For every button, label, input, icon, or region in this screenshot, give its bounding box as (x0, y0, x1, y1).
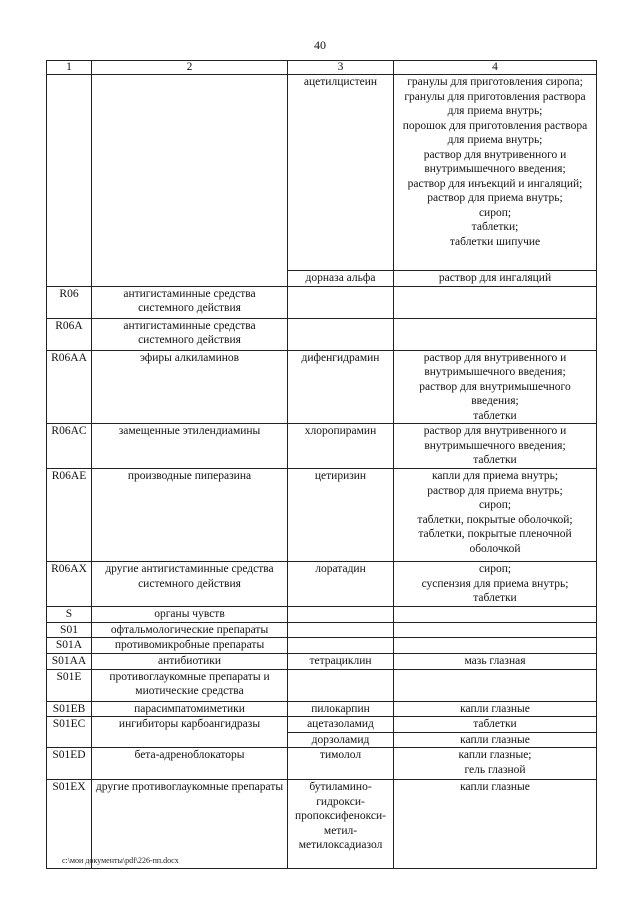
dosage-form-line: внутримышечного введения; (424, 163, 566, 175)
group-name-cell: парасимпатомиметики (92, 701, 288, 717)
drug-name-cell: ацетилцистеин (288, 75, 394, 271)
drug-name-cell: дорназа альфа (288, 271, 394, 287)
dosage-form-line: таблетки (473, 718, 517, 730)
dosage-form-line: гранулы для приготовления сиропа; (407, 76, 583, 88)
drug-name-line: бутиламино- (309, 781, 372, 793)
dosage-form-line: внутримышечного введения; (424, 439, 566, 452)
dosage-form-line: таблетки (473, 454, 517, 466)
table-header-row (47, 61, 597, 75)
atc-code-cell: R06AE (47, 469, 92, 562)
drug-name-cell: ацетазоламид (288, 717, 394, 733)
atc-code-cell: S01AA (47, 653, 92, 669)
column-header: 3 (288, 61, 394, 75)
table-row (47, 748, 597, 780)
table-row (47, 717, 597, 733)
atc-code-cell: S01EC (47, 717, 92, 748)
dosage-form-line: капли глазные (460, 781, 530, 793)
group-name-cell: антигистаминные средства системного действия (92, 286, 288, 318)
dosage-forms-cell (394, 271, 597, 287)
dosage-forms-cell (394, 75, 597, 271)
dosage-forms-cell (394, 286, 597, 318)
dosage-form-line: раствор для инъекций и ингаляций; (407, 177, 583, 190)
atc-code-cell: S (47, 607, 92, 623)
dosage-form-line: раствор для внутривенного и (423, 351, 567, 364)
group-name-cell: антигистаминные средства системного действия (92, 318, 288, 350)
dosage-forms-cell (394, 748, 597, 780)
dosage-form-line: раствор для ингаляций (438, 272, 552, 284)
group-name-cell: эфиры алкиламинов (92, 350, 288, 424)
dosage-form-line: таблетки (473, 409, 517, 422)
dosage-form-line: таблетки; (471, 221, 519, 233)
atc-code-cell: R06AX (47, 562, 92, 607)
dosage-form-line: таблетки шипучие (449, 235, 541, 248)
dosage-form-line: сироп; (478, 563, 512, 575)
table-row (47, 318, 597, 350)
drug-name-cell: тимолол (288, 748, 394, 780)
group-name-cell: органы чувств (92, 607, 288, 623)
table-row (47, 286, 597, 318)
drug-name-cell: хлоропирамин (288, 424, 394, 469)
dosage-form-line: капли глазные (460, 733, 530, 746)
drug-name-line: метилоксадиазол (298, 839, 383, 851)
drug-name-cell: цетиризин (288, 469, 394, 562)
atc-code-cell: S01A (47, 638, 92, 654)
file-path-footer: c:\мои документы\pdf\226-пп.docx (62, 856, 179, 865)
atc-code-cell: R06AA (47, 350, 92, 424)
group-name-cell: другие антигистаминные средства системного действия (92, 562, 288, 607)
table-row (47, 424, 597, 469)
drug-name-cell (288, 669, 394, 701)
group-name-cell: бета-адреноблокаторы (92, 748, 288, 780)
atc-code-cell: R06AC (47, 424, 92, 469)
group-name-cell: замещенные этилендиамины (92, 424, 288, 469)
drug-name-cell: пилокарпин (288, 701, 394, 717)
dosage-forms-cell (394, 622, 597, 638)
drug-name-cell (288, 780, 394, 869)
dosage-form-line: оболочкой (469, 542, 521, 555)
drug-name-cell: дорзоламид (288, 732, 394, 748)
dosage-forms-cell (394, 562, 597, 607)
drug-name-cell (288, 607, 394, 623)
column-header: 2 (92, 61, 288, 75)
table-row (47, 653, 597, 669)
dosage-form-line: раствор для внутривенного и (423, 148, 567, 161)
dosage-forms-cell (394, 638, 597, 654)
dosage-form-line: внутримышечного введения; (424, 366, 566, 378)
dosage-form-line: для приема внутрь; (447, 105, 543, 117)
atc-code-cell: S01 (47, 622, 92, 638)
dosage-form-line: таблетки, покрытые оболочкой; (417, 513, 573, 526)
dosage-forms-cell (394, 732, 597, 748)
dosage-forms-cell (394, 424, 597, 469)
dosage-forms-cell (394, 701, 597, 717)
dosage-form-line: гранулы для приготовления раствора (404, 90, 586, 103)
drug-name-cell: дифенгидрамин (288, 350, 394, 424)
drug-name-cell (288, 622, 394, 638)
dosage-form-line: раствор для внутримышечного (419, 380, 571, 393)
atc-code-cell: R06A (47, 318, 92, 350)
dosage-forms-cell (394, 780, 597, 869)
drug-name-line: метил- (323, 824, 358, 837)
dosage-form-line: мазь глазная (464, 654, 526, 667)
table-row (47, 562, 597, 607)
group-name-cell: противоглаукомные препараты и миотические средства (92, 669, 288, 701)
atc-code-cell: S01E (47, 669, 92, 701)
dosage-form-line: капли глазные (460, 702, 530, 715)
dosage-form-line: введения; (471, 395, 519, 407)
drug-name-cell (288, 638, 394, 654)
drug-name-cell: тетрациклин (288, 653, 394, 669)
dosage-forms-cell (394, 318, 597, 350)
group-name-cell: другие противоглаукомные препараты (92, 780, 288, 869)
dosage-form-line: раствор для приема внутрь; (427, 484, 563, 497)
table-row (47, 638, 597, 654)
dosage-forms-cell (394, 669, 597, 701)
dosage-form-line: суспензия для приема внутрь; (421, 577, 569, 590)
table-row (47, 469, 597, 562)
atc-code-cell: R06 (47, 286, 92, 318)
dosage-forms-cell (394, 607, 597, 623)
drug-name-line: гидрокси- (316, 795, 365, 808)
dosage-form-line: сироп; (478, 206, 512, 219)
drug-name-cell (288, 286, 394, 318)
dosage-forms-cell (394, 653, 597, 669)
table-row (47, 350, 597, 424)
table-row (47, 669, 597, 701)
dosage-forms-cell (394, 717, 597, 733)
table-body (47, 75, 597, 869)
dosage-form-line: для приема внутрь; (447, 134, 543, 146)
table-row (47, 622, 597, 638)
dosage-form-line: раствор для приема внутрь; (427, 192, 563, 204)
column-header: 4 (394, 61, 597, 75)
dosage-form-line: гель глазной (464, 763, 526, 776)
dosage-form-line: таблетки, покрытые пленочной (418, 528, 572, 540)
dosage-form-line: капли глазные; (458, 749, 532, 761)
atc-code-cell: S01EX (47, 780, 92, 869)
atc-code-cell: S01EB (47, 701, 92, 717)
table-row (47, 607, 597, 623)
group-name-cell (92, 75, 288, 287)
table-row (47, 701, 597, 717)
drug-name-cell: лоратадин (288, 562, 394, 607)
group-name-cell: антибиотики (92, 653, 288, 669)
group-name-cell: производные пиперазина (92, 469, 288, 562)
drug-name-line: пропоксифенокси- (295, 810, 386, 822)
page-number: 40 (314, 38, 326, 52)
group-name-cell: противомикробные препараты (92, 638, 288, 654)
dosage-forms-cell (394, 350, 597, 424)
drug-table (46, 60, 597, 869)
dosage-form-line: раствор для внутривенного и (423, 425, 567, 437)
column-header: 1 (47, 61, 92, 75)
atc-code-cell: S01ED (47, 748, 92, 780)
group-name-cell: офтальмологические препараты (92, 622, 288, 638)
dosage-forms-cell (394, 469, 597, 562)
atc-code-cell (47, 75, 92, 287)
dosage-form-line: капли для приема внутрь; (431, 470, 559, 482)
drug-name-cell (288, 318, 394, 350)
dosage-form-line: сироп; (478, 499, 512, 511)
group-name-cell: ингибиторы карбоангидразы (92, 717, 288, 748)
dosage-form-line: таблетки (473, 592, 517, 604)
table-row (47, 75, 597, 271)
dosage-form-line: порошок для приготовления раствора (402, 119, 588, 132)
